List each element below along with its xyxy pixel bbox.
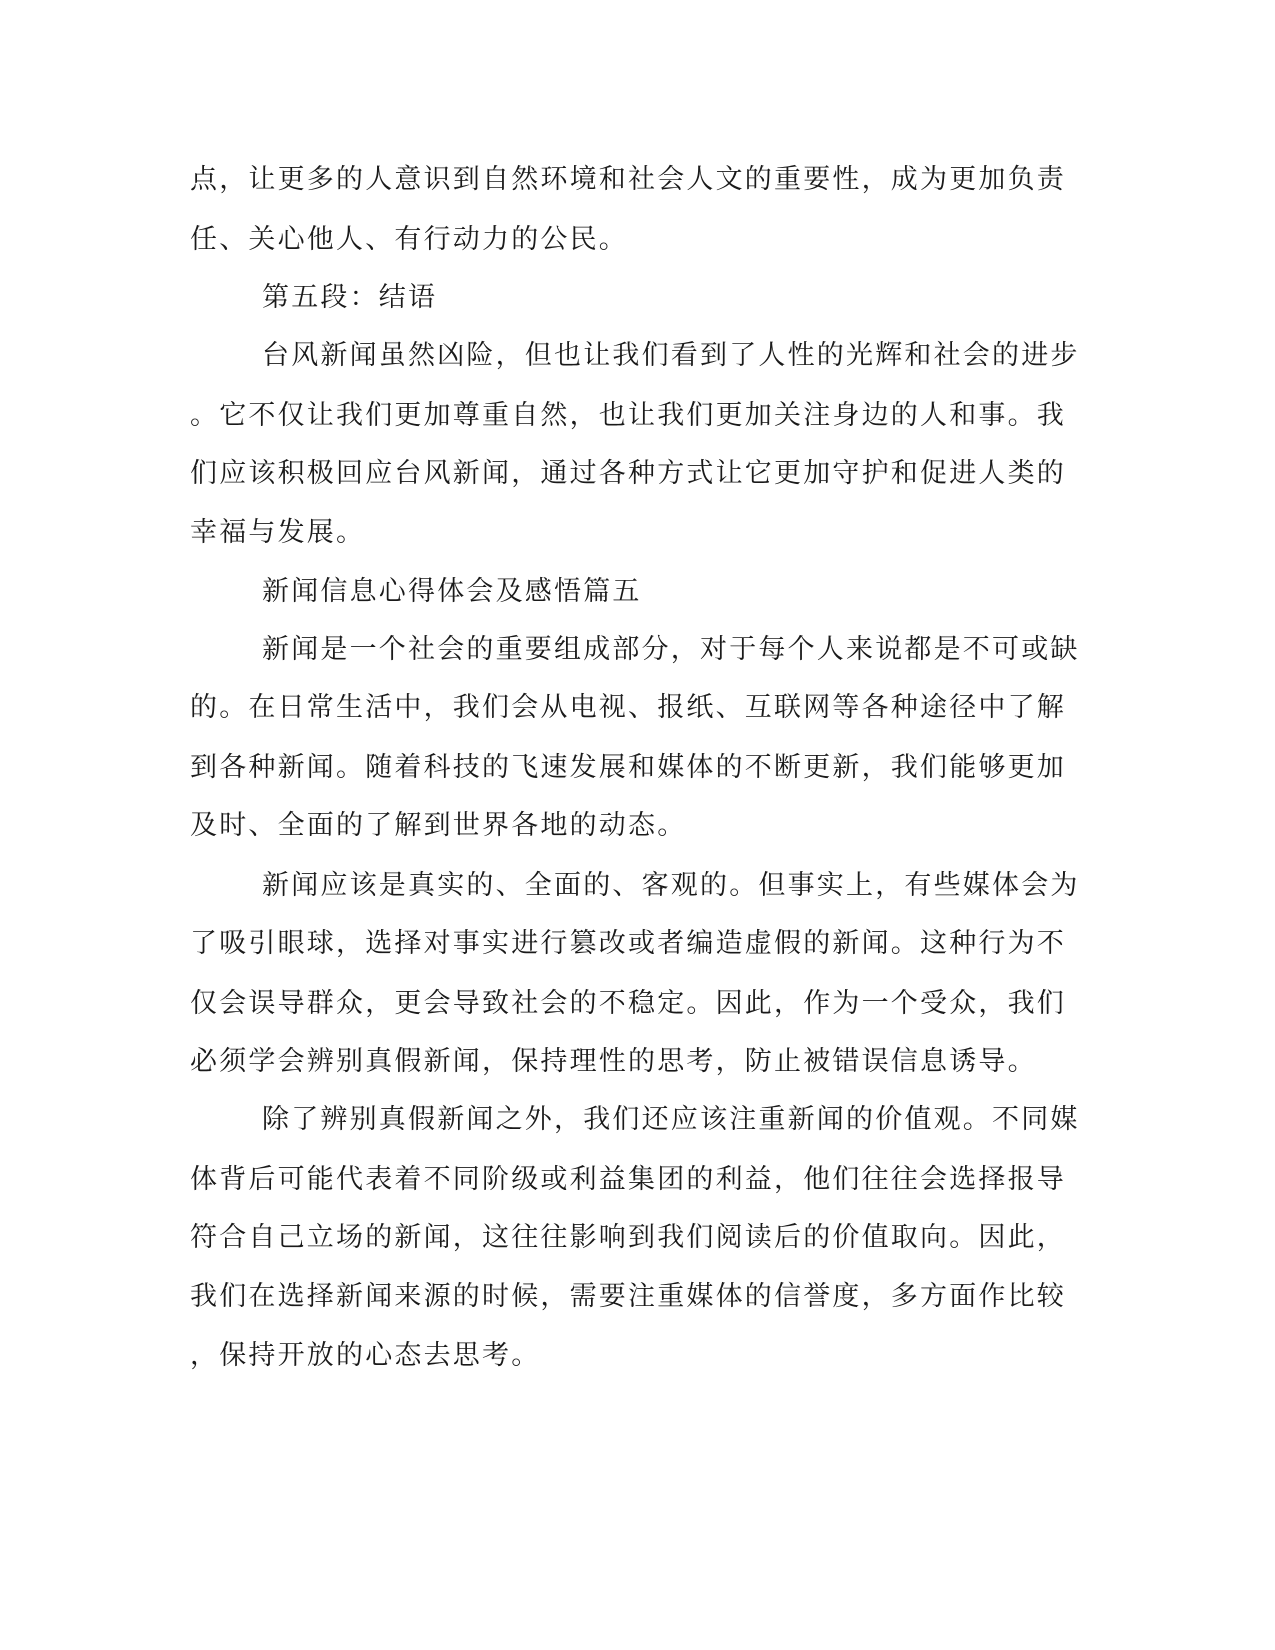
text-line: 必须学会辨别真假新闻，保持理性的思考，防止被错误信息诱导。 xyxy=(190,1046,1037,1077)
text-line: 点，让更多的人意识到自然环境和社会人文的重要性，成为更加负责 xyxy=(190,164,1066,195)
text-line: 。它不仅让我们更加尊重自然，也让我们更加关注身边的人和事。我 xyxy=(190,400,1066,431)
paragraph-first-line: 新闻应该是真实的、全面的、客观的。但事实上，有些媒体会为 xyxy=(262,870,1080,901)
paragraph-first-line: 除了辨别真假新闻之外，我们还应该注重新闻的价值观。不同媒 xyxy=(262,1104,1080,1135)
section-heading: 第五段：结语 xyxy=(262,282,438,313)
text-line: 及时、全面的了解到世界各地的动态。 xyxy=(190,810,687,841)
text-line: 了吸引眼球，选择对事实进行篡改或者编造虚假的新闻。这种行为不 xyxy=(190,928,1066,959)
text-line: 符合自己立场的新闻，这往往影响到我们阅读后的价值取向。因此， xyxy=(190,1222,1066,1253)
paragraph-first-line: 新闻是一个社会的重要组成部分，对于每个人来说都是不可或缺 xyxy=(262,634,1080,665)
text-line: 到各种新闻。随着科技的飞速发展和媒体的不断更新，我们能够更加 xyxy=(190,752,1066,783)
text-line: 任、关心他人、有行动力的公民。 xyxy=(190,224,628,255)
text-line: ，保持开放的心态去思考。 xyxy=(190,1340,541,1371)
text-line: 的。在日常生活中，我们会从电视、报纸、互联网等各种途径中了解 xyxy=(190,692,1066,723)
text-line: 我们在选择新闻来源的时候，需要注重媒体的信誉度，多方面作比较 xyxy=(190,1281,1066,1312)
paragraph-first-line: 台风新闻虽然凶险，但也让我们看到了人性的光辉和社会的进步 xyxy=(262,340,1080,371)
text-line: 们应该积极回应台风新闻，通过各种方式让它更加守护和促进人类的 xyxy=(190,458,1066,489)
text-line: 体背后可能代表着不同阶级或利益集团的利益，他们往往会选择报导 xyxy=(190,1164,1066,1195)
text-line: 仅会误导群众，更会导致社会的不稳定。因此，作为一个受众，我们 xyxy=(190,988,1066,1019)
text-line: 幸福与发展。 xyxy=(190,517,366,548)
article-title: 新闻信息心得体会及感悟篇五 xyxy=(262,576,642,607)
